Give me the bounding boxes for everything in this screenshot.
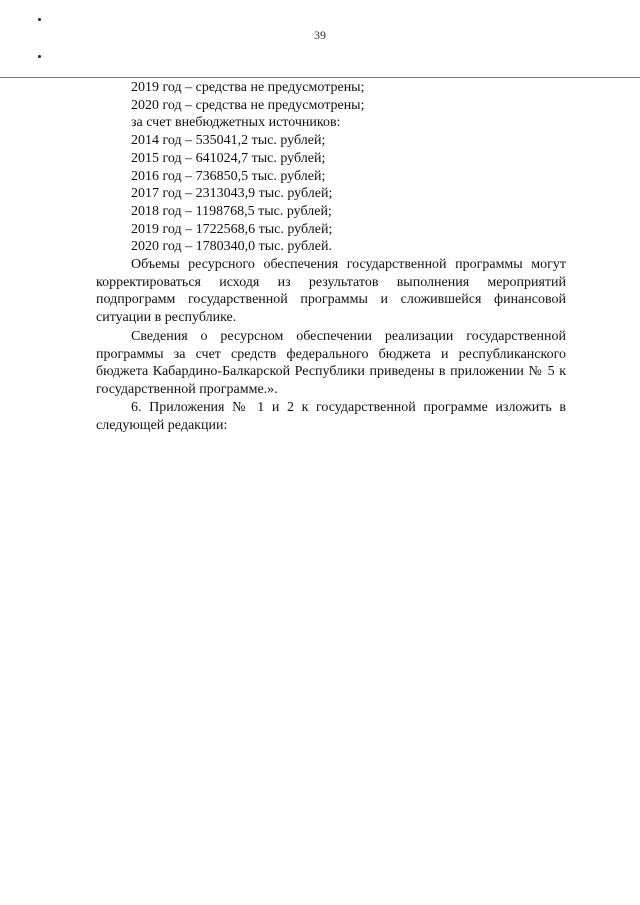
funding-line: 2016 год – 736850,5 тыс. рублей; bbox=[131, 168, 326, 184]
paragraph: 6. Приложения № 1 и 2 к государственной программе изложить в следующей редакции: bbox=[96, 400, 566, 433]
page-number: 39 bbox=[314, 28, 326, 42]
funding-line: 2020 год – 1780340,0 тыс. рублей. bbox=[131, 239, 332, 255]
scan-dot bbox=[38, 55, 41, 58]
funding-line: 2014 год – 535041,2 тыс. рублей; bbox=[131, 133, 326, 149]
funding-line: 2015 год – 641024,7 тыс. рублей; bbox=[131, 150, 326, 166]
funding-line: 2020 год – средства не предусмотрены; bbox=[131, 97, 365, 113]
funding-line: 2019 год – средства не предусмотрены; bbox=[131, 80, 365, 95]
funding-line: 2017 год – 2313043,9 тыс. рублей; bbox=[131, 186, 333, 202]
paragraph: Объемы ресурсного обеспечения государственной программы могут корректироваться исходя из результатов выполнения мероприятий подпрограмм государственной программы и сложившейся финансовой ситуации в республике. bbox=[96, 257, 566, 326]
scan-rule bbox=[0, 77, 640, 78]
funding-line: 2018 год – 1198768,5 тыс. рублей; bbox=[131, 203, 332, 219]
scan-dot bbox=[38, 18, 41, 21]
funding-line: 2019 год – 1722568,6 тыс. рублей; bbox=[131, 221, 333, 237]
paragraph: Сведения о ресурсном обеспечении реализации государственной программы за счет средств федерального бюджета и республиканского бюджета Кабардино-Балкарской Республики приведены в приложении № 5 к государственной программе.». bbox=[96, 329, 566, 398]
funding-list bbox=[131, 79, 364, 256]
funding-line: за счет внебюджетных источников: bbox=[131, 115, 341, 131]
